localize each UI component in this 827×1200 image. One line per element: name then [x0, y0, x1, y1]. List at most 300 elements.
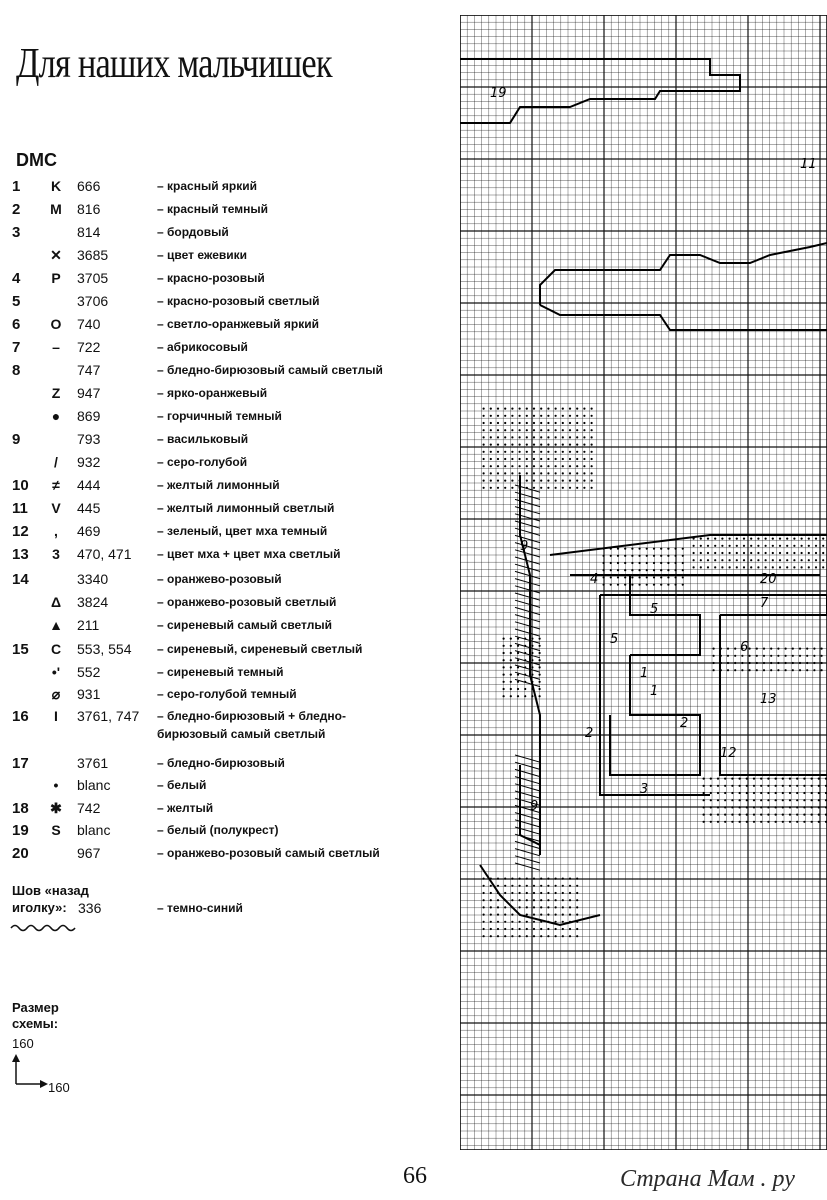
stitch-swirl-bottom — [562, 878, 564, 880]
stitch-row-13 — [734, 669, 736, 671]
size-arrow-icon — [10, 1054, 50, 1090]
brand-label: DMC — [16, 150, 57, 170]
legend-code: 552 — [77, 664, 101, 680]
stitch-swirl-bottom — [497, 892, 499, 894]
stitch-base — [767, 814, 769, 816]
stitch-swirl-top — [562, 465, 564, 467]
stitch-swirl-bottom — [483, 928, 485, 930]
stitch-swirl-bottom — [547, 899, 549, 901]
stitch-swirl-top — [547, 429, 549, 431]
stitch-roof — [610, 562, 612, 564]
stitch-swirl-top — [555, 458, 557, 460]
stitch-swirl-bottom — [526, 906, 528, 908]
legend-number: 18 — [12, 800, 29, 817]
stitch-row-13 — [806, 648, 808, 650]
legend-code: 740 — [77, 316, 101, 332]
stitch-base — [811, 806, 813, 808]
stitch-swirl-top — [490, 436, 492, 438]
stitch-row-13 — [799, 648, 801, 650]
stitch-left-cluster — [510, 688, 512, 690]
stitch-swirl-top — [504, 458, 506, 460]
stitch-roof — [646, 562, 648, 564]
stitch-base — [767, 806, 769, 808]
stitch-swirl-bottom — [483, 914, 485, 916]
stitch-swirl-top — [490, 472, 492, 474]
stitch-roof — [639, 562, 641, 564]
stitch-swirl-top — [547, 436, 549, 438]
stitch-row-13 — [720, 669, 722, 671]
stitch-roof — [675, 576, 677, 578]
stitch-swirl-top — [547, 422, 549, 424]
stitch-base — [746, 799, 748, 801]
stitch-band — [707, 545, 709, 547]
stitch-swirl-top — [569, 422, 571, 424]
stitch-base — [796, 778, 798, 780]
stitch-roof — [624, 576, 626, 578]
legend-row — [0, 523, 445, 543]
stitch-base — [724, 806, 726, 808]
stitch-swirl-bottom — [504, 921, 506, 923]
stitch-base — [710, 792, 712, 794]
stitch-swirl-top — [526, 408, 528, 410]
stitch-swirl-top — [569, 465, 571, 467]
legend-desc: – бледно-бирюзовый — [157, 756, 285, 770]
stitch-band — [721, 552, 723, 554]
stitch-left-cluster — [524, 659, 526, 661]
stitch-band — [743, 538, 745, 540]
stitch-swirl-top — [540, 422, 542, 424]
stitch-base — [803, 792, 805, 794]
legend-row — [0, 316, 445, 336]
stitch-swirl-top — [569, 487, 571, 489]
stitch-swirl-bottom — [569, 878, 571, 880]
stitch-band — [757, 538, 759, 540]
stitch-roof — [631, 576, 633, 578]
stitch-swirl-bottom — [569, 928, 571, 930]
stitch-swirl-top — [526, 415, 528, 417]
stitch-swirl-bottom — [483, 878, 485, 880]
stitch-swirl-top — [511, 465, 513, 467]
stitch-row-13 — [763, 669, 765, 671]
stitch-swirl-top — [483, 415, 485, 417]
stitch-base — [789, 814, 791, 816]
stitch-row-13 — [813, 662, 815, 664]
stitch-swirl-top — [591, 480, 593, 482]
stitch-swirl-bottom — [526, 935, 528, 937]
stitch-swirl-bottom — [526, 878, 528, 880]
stitch-band — [801, 559, 803, 561]
stitch-swirl-top — [569, 458, 571, 460]
stitch-swirl-top — [540, 429, 542, 431]
stitch-swirl-top — [547, 444, 549, 446]
stitch-roof — [639, 548, 641, 550]
stitch-base — [811, 814, 813, 816]
stitch-left-cluster — [531, 638, 533, 640]
stitch-swirl-top — [540, 436, 542, 438]
stitch-band — [750, 538, 752, 540]
stitch-swirl-bottom — [547, 935, 549, 937]
region-label: 1 — [640, 666, 649, 681]
stitch-row-13 — [749, 648, 751, 650]
stitch-swirl-bottom — [533, 921, 535, 923]
stitch-base — [739, 821, 741, 823]
legend-number: 6 — [12, 316, 21, 333]
stitch-roof — [631, 562, 633, 564]
stitch-swirl-bottom — [519, 935, 521, 937]
stitch-swirl-top — [504, 436, 506, 438]
stitch-row-13 — [756, 655, 758, 657]
stitch-band — [736, 545, 738, 547]
backstitch-label-line1: Шов «назад — [12, 883, 89, 898]
stitch-band — [808, 566, 810, 568]
region-label: 1 — [650, 684, 659, 699]
legend-symbol: V — [51, 500, 61, 516]
legend-row — [0, 477, 445, 497]
legend-symbol: ▲ — [49, 617, 63, 633]
stitch-swirl-bottom — [555, 921, 557, 923]
stitch-band — [707, 566, 709, 568]
stitch-row-13 — [720, 655, 722, 657]
stitch-swirl-bottom — [547, 878, 549, 880]
legend-number: 20 — [12, 845, 29, 862]
stitch-row-13 — [763, 655, 765, 657]
stitch-base — [717, 785, 719, 787]
stitch-band — [714, 545, 716, 547]
stitch-left-cluster — [503, 645, 505, 647]
stitch-swirl-top — [555, 422, 557, 424]
stitch-roof — [653, 562, 655, 564]
stitch-base — [818, 821, 820, 823]
legend-symbol: Δ — [50, 594, 62, 610]
stitch-base — [731, 806, 733, 808]
stitch-swirl-bottom — [540, 935, 542, 937]
stitch-base — [731, 814, 733, 816]
legend-row — [0, 755, 445, 775]
stitch-band — [736, 566, 738, 568]
stitch-row-13 — [792, 662, 794, 664]
stitch-swirl-bottom — [540, 906, 542, 908]
stitch-band — [801, 552, 803, 554]
stitch-swirl-bottom — [540, 885, 542, 887]
stitch-swirl-bottom — [533, 892, 535, 894]
stitch-roof — [617, 555, 619, 557]
stitch-swirl-bottom — [504, 914, 506, 916]
stitch-roof — [624, 548, 626, 550]
stitch-left-cluster — [531, 652, 533, 654]
stitch-swirl-top — [569, 408, 571, 410]
stitch-left-cluster — [510, 674, 512, 676]
stitch-swirl-top — [562, 480, 564, 482]
stitch-swirl-bottom — [483, 885, 485, 887]
stitch-swirl-top — [526, 436, 528, 438]
stitch-swirl-bottom — [576, 914, 578, 916]
stitch-left-cluster — [517, 659, 519, 661]
stitch-left-cluster — [510, 666, 512, 668]
stitch-swirl-top — [555, 480, 557, 482]
stitch-band — [786, 552, 788, 554]
stitch-swirl-bottom — [540, 921, 542, 923]
stitch-swirl-bottom — [540, 878, 542, 880]
legend-row — [0, 546, 445, 566]
stitch-swirl-bottom — [555, 892, 557, 894]
stitch-swirl-bottom — [497, 928, 499, 930]
stitch-band — [772, 566, 774, 568]
legend-desc: – ярко-оранжевый — [157, 386, 268, 400]
stitch-base — [717, 778, 719, 780]
stitch-base — [767, 792, 769, 794]
stitch-swirl-bottom — [511, 921, 513, 923]
stitch-swirl-top — [490, 444, 492, 446]
stitch-band — [786, 566, 788, 568]
stitch-base — [767, 778, 769, 780]
stitch-swirl-top — [483, 451, 485, 453]
stitch-roof — [603, 562, 605, 564]
region-label: 20 — [760, 572, 777, 587]
stitch-band — [815, 552, 817, 554]
stitch-base — [811, 792, 813, 794]
stitch-base — [767, 799, 769, 801]
stitch-band — [743, 552, 745, 554]
stitch-band — [779, 545, 781, 547]
stitch-left-cluster — [531, 688, 533, 690]
stitch-base — [782, 814, 784, 816]
stitch-roof — [617, 576, 619, 578]
stitch-swirl-top — [583, 487, 585, 489]
size-label-line1: Размер — [12, 1000, 59, 1015]
stitch-swirl-bottom — [504, 928, 506, 930]
stitch-base — [789, 799, 791, 801]
legend-code: 3685 — [77, 247, 109, 263]
stitch-band — [772, 559, 774, 561]
stitch-base — [731, 821, 733, 823]
legend-symbol: O — [50, 316, 62, 332]
stitch-left-cluster — [531, 666, 533, 668]
stitch-swirl-top — [497, 436, 499, 438]
stitch-base — [717, 806, 719, 808]
legend-desc: – сиреневый самый светлый — [157, 618, 333, 632]
region-label: 13 — [760, 692, 777, 707]
stitch-row-13 — [756, 669, 758, 671]
stitch-swirl-top — [540, 444, 542, 446]
backstitch-label-line2: иголку»: — [12, 900, 67, 915]
stitch-row-13 — [799, 655, 801, 657]
legend-number: 2 — [12, 201, 21, 218]
stitch-swirl-top — [483, 408, 485, 410]
stitch-row-13 — [741, 662, 743, 664]
legend-code: 3340 — [77, 571, 109, 587]
legend-desc: – оранжево-розовый — [157, 572, 282, 586]
stitch-swirl-top — [591, 408, 593, 410]
stitch-swirl-bottom — [526, 885, 528, 887]
stitch-swirl-top — [511, 487, 513, 489]
stitch-row-13 — [727, 669, 729, 671]
stitch-swirl-top — [562, 408, 564, 410]
backstitch-code: 336 — [78, 900, 102, 916]
legend-symbol: Z — [51, 385, 61, 401]
stitch-base — [710, 799, 712, 801]
stitch-swirl-bottom — [533, 906, 535, 908]
legend-number: 3 — [12, 224, 21, 241]
stitch-left-cluster — [503, 688, 505, 690]
legend-symbol: • — [53, 777, 59, 793]
stitch-band — [808, 552, 810, 554]
stitch-swirl-top — [540, 487, 542, 489]
legend-code: 470, 471 — [77, 546, 132, 562]
region-label: 2 — [585, 726, 594, 741]
stitch-swirl-top — [483, 465, 485, 467]
stitch-row-13 — [806, 669, 808, 671]
stitch-swirl-bottom — [526, 914, 528, 916]
stitch-roof — [610, 569, 612, 571]
legend-code: 3705 — [77, 270, 109, 286]
stitch-base — [746, 806, 748, 808]
stitch-base — [760, 778, 762, 780]
stitch-swirl-top — [547, 415, 549, 417]
stitch-swirl-top — [583, 422, 585, 424]
stitch-base — [811, 778, 813, 780]
stitch-swirl-top — [519, 415, 521, 417]
stitch-swirl-bottom — [533, 878, 535, 880]
legend-symbol: – — [52, 339, 60, 355]
stitch-band — [729, 559, 731, 561]
stitch-base — [789, 785, 791, 787]
stitch-band — [721, 545, 723, 547]
region-label: 2 — [680, 716, 689, 731]
stitch-swirl-bottom — [511, 935, 513, 937]
stitch-base — [739, 785, 741, 787]
stitch-band — [815, 559, 817, 561]
stitch-row-13 — [821, 669, 823, 671]
stitch-base — [717, 814, 719, 816]
stitch-swirl-bottom — [497, 935, 499, 937]
stitch-swirl-top — [497, 408, 499, 410]
stitch-swirl-top — [483, 487, 485, 489]
legend-desc: – оранжево-розовый самый светлый — [157, 846, 380, 860]
stitch-swirl-top — [555, 415, 557, 417]
stitch-roof — [624, 584, 626, 586]
stitch-swirl-top — [533, 465, 535, 467]
stitch-roof — [660, 562, 662, 564]
stitch-roof — [624, 562, 626, 564]
stitch-band — [793, 545, 795, 547]
stitch-row-13 — [720, 648, 722, 650]
legend-number: 13 — [12, 546, 29, 563]
stitch-roof — [631, 569, 633, 571]
stitch-band — [822, 538, 824, 540]
stitch-row-13 — [785, 648, 787, 650]
stitch-band — [801, 566, 803, 568]
legend-desc: – абрикосовый — [157, 340, 248, 354]
stitch-swirl-top — [519, 429, 521, 431]
stitch-swirl-top — [547, 458, 549, 460]
stitch-base — [782, 799, 784, 801]
stitch-base — [731, 792, 733, 794]
stitch-swirl-top — [519, 487, 521, 489]
stitch-row-13 — [785, 669, 787, 671]
legend-symbol: I — [54, 708, 58, 724]
stitch-base — [710, 821, 712, 823]
stitch-left-cluster — [503, 666, 505, 668]
stitch-band — [693, 552, 695, 554]
legend-row — [0, 201, 445, 221]
stitch-base — [717, 821, 719, 823]
stitch-swirl-top — [562, 429, 564, 431]
legend-code: 722 — [77, 339, 101, 355]
region-label: 4 — [590, 572, 599, 587]
backstitch-desc: – темно-синий — [157, 901, 243, 915]
stitch-swirl-bottom — [547, 928, 549, 930]
stitch-band — [765, 559, 767, 561]
legend-symbol: ✕ — [50, 247, 62, 263]
stitch-swirl-top — [576, 429, 578, 431]
legend-row — [0, 800, 445, 820]
stitch-row-13 — [756, 662, 758, 664]
stitch-swirl-top — [591, 465, 593, 467]
stitch-swirl-top — [583, 436, 585, 438]
stitch-base — [796, 792, 798, 794]
stitch-base — [796, 806, 798, 808]
legend-desc-cont: бирюзовый самый светлый — [157, 727, 326, 741]
stitch-base — [803, 799, 805, 801]
stitch-left-cluster — [510, 681, 512, 683]
legend-row — [0, 571, 445, 591]
stitch-swirl-bottom — [533, 928, 535, 930]
stitch-row-13 — [749, 669, 751, 671]
stitch-swirl-top — [526, 429, 528, 431]
stitch-left-cluster — [503, 652, 505, 654]
stitch-swirl-top — [497, 422, 499, 424]
stitch-swirl-bottom — [562, 899, 564, 901]
stitch-row-13 — [749, 662, 751, 664]
stitch-swirl-top — [533, 429, 535, 431]
stitch-swirl-bottom — [504, 878, 506, 880]
stitch-swirl-top — [569, 472, 571, 474]
stitch-row-13 — [720, 662, 722, 664]
stitch-left-cluster — [539, 688, 541, 690]
stitch-roof — [675, 548, 677, 550]
stitch-swirl-bottom — [519, 914, 521, 916]
stitch-left-cluster — [524, 681, 526, 683]
stitch-band — [700, 552, 702, 554]
stitch-row-13 — [799, 662, 801, 664]
stitch-band — [729, 566, 731, 568]
stitch-roof — [660, 569, 662, 571]
stitch-left-cluster — [524, 638, 526, 640]
stitch-left-cluster — [503, 638, 505, 640]
stitch-left-cluster — [510, 695, 512, 697]
stitch-swirl-top — [526, 487, 528, 489]
legend-number: 14 — [12, 571, 29, 588]
stitch-swirl-bottom — [504, 892, 506, 894]
stitch-swirl-bottom — [519, 928, 521, 930]
stitch-swirl-top — [562, 436, 564, 438]
stitch-band — [736, 559, 738, 561]
stitch-band — [772, 552, 774, 554]
stitch-base — [739, 806, 741, 808]
region-label: 7 — [760, 596, 769, 611]
stitch-swirl-top — [555, 408, 557, 410]
stitch-swirl-top — [533, 480, 535, 482]
stitch-swirl-top — [591, 444, 593, 446]
stitch-band — [815, 566, 817, 568]
stitch-base — [811, 821, 813, 823]
stitch-swirl-top — [569, 436, 571, 438]
stitch-base — [753, 792, 755, 794]
stitch-swirl-bottom — [490, 928, 492, 930]
stitch-base — [746, 821, 748, 823]
legend-symbol: K — [50, 178, 62, 194]
stitch-band — [815, 545, 817, 547]
